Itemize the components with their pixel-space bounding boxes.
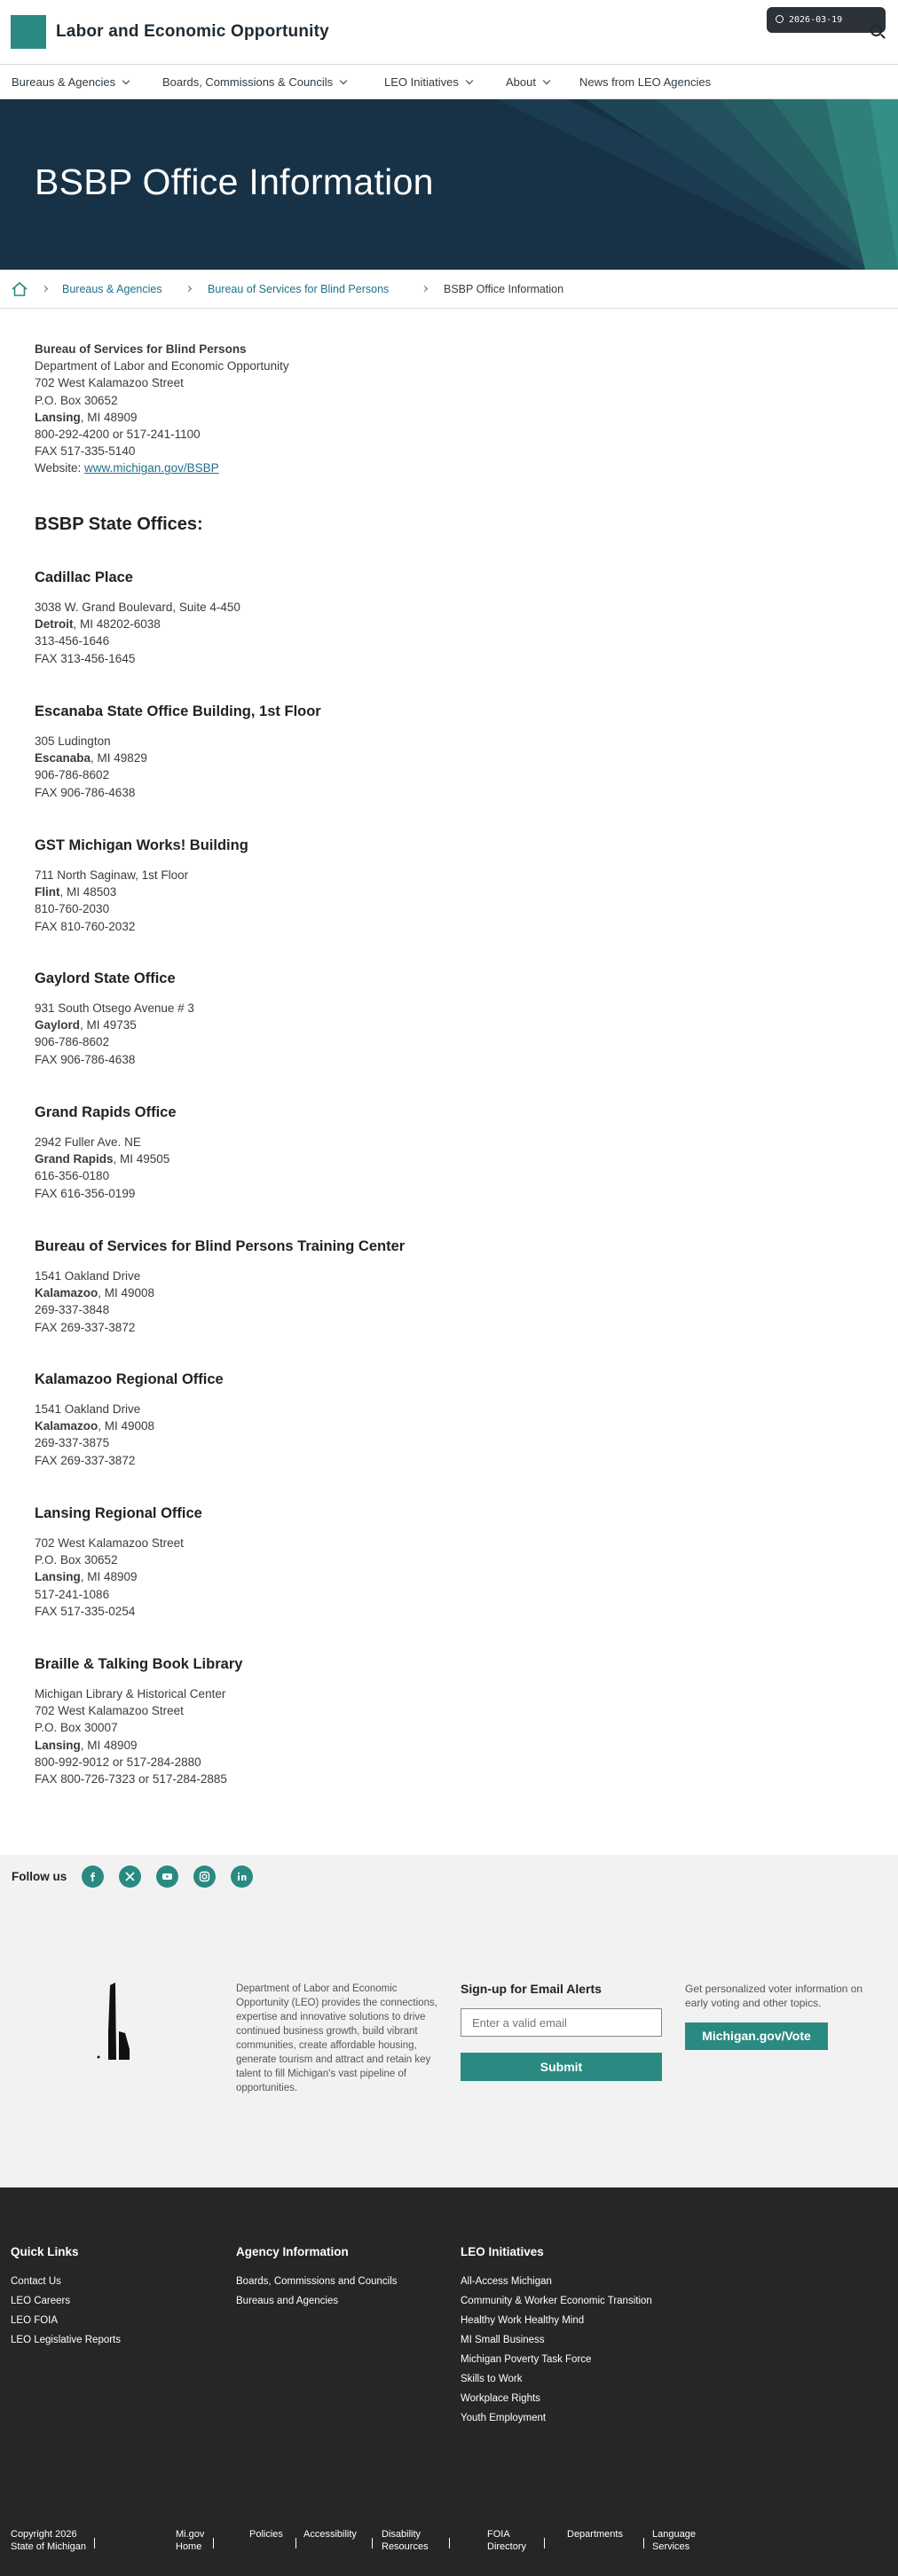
divider [643,2538,644,2549]
divider [544,2538,545,2549]
footer-link[interactable]: Youth Employment [461,2413,547,2423]
bureau-contact [35,341,656,477]
site-header [0,0,898,64]
phone: 906-786-8602 [35,1035,110,1049]
breadcrumb-bureaus[interactable]: Bureaus & Agencies [62,283,162,295]
fax: FAX 517-335-5140 [35,444,136,459]
footer-info-band [0,1900,898,2187]
chevron-down-icon [122,77,130,84]
footer-bottom-link[interactable]: Departments [567,2529,623,2540]
city: Lansing [35,1570,81,1584]
email-alerts-title: Sign-up for Email Alerts [461,1982,602,1996]
state-zip: , MI 49505 [113,1152,170,1166]
office-name: Kalamazoo Regional Office [35,1371,224,1387]
city: Kalamazoo [35,1419,98,1433]
nav-bureaus-agencies[interactable] [12,75,129,89]
clock-icon [776,15,784,23]
footer-bottom-link[interactable]: Mi.gov Home [176,2529,205,2552]
site-title[interactable]: Labor and Economic Opportunity [56,22,329,41]
pobox: P.O. Box 30007 [35,1721,118,1735]
footer-bottom-link[interactable]: Policies [249,2529,283,2540]
footer-link[interactable]: Healthy Work Healthy Mind [461,2315,585,2326]
leo-description: Department of Labor and Economic Opportunity (LEO) provides the connections, expertise and innovative solutions to drive continued business growth, build vibrant communities, create affordable housing, generate tourism and attract and retain key talent to fill Michigan's vast pipeline of opportunities. [236,1983,437,2093]
divider [372,2538,373,2549]
footer-link[interactable]: Bureaus and Agencies [236,2296,339,2306]
office-name: Escanaba State Office Building, 1st Floor [35,703,321,719]
site-footer [0,2187,898,2576]
state-zip: , MI 48909 [80,1738,138,1752]
follow-label: Follow us [12,1870,67,1883]
fax: FAX 906-786-4638 [35,785,136,799]
dept-name: Department of Labor and Economic Opportunity [35,359,289,373]
footer-link[interactable]: All-Access Michigan [461,2276,552,2287]
city: Detroit [35,617,74,632]
phone: 269-337-3875 [35,1436,110,1450]
chevron-right-icon [185,286,192,292]
fax: FAX 269-337-3872 [35,1320,136,1334]
breadcrumb-current: BSBP Office Information [444,283,564,295]
copyright: Copyright 2026 State of Michigan [11,2529,86,2552]
michigan-logo [92,1978,149,2063]
x-icon[interactable] [119,1865,141,1888]
state-zip: , MI 48202-6038 [73,617,161,632]
breadcrumb-bsbp[interactable]: Bureau of Services for Blind Persons [208,283,390,295]
nav-label: LEO Initiatives [384,75,459,89]
bureau-name: Bureau of Services for Blind Persons [35,342,247,356]
pobox: P.O. Box 30652 [35,1553,118,1567]
phone: 517-241-1086 [35,1587,110,1601]
street: 711 North Saginaw, 1st Floor [35,868,189,882]
street: 305 Ludington [35,734,111,748]
office-name: Braille & Talking Book Library [35,1656,243,1672]
office-card [35,1104,656,1202]
nav-label: Bureaus & Agencies [12,75,116,89]
youtube-icon[interactable] [156,1865,178,1888]
state-zip: , MI 49829 [91,751,147,766]
section-title: BSBP State Offices: [35,514,203,534]
website-link[interactable]: www.michigan.gov/BSBP [84,461,219,475]
footer-link[interactable]: LEO Careers [11,2296,71,2306]
state-zip: , MI 49735 [80,1018,137,1033]
divider [213,2538,214,2549]
state-zip: , MI 49008 [98,1419,155,1433]
city: Escanaba [35,751,91,766]
city: Lansing [35,410,81,424]
footer-link[interactable]: Workplace Rights [461,2393,540,2404]
footer-link[interactable]: Michigan Poverty Task Force [461,2354,592,2365]
phone: 810-760-2030 [35,902,110,916]
clock-time: 2026-03-19 10:28:47 [776,15,843,51]
office-card [35,1656,656,1787]
nav-label: About [506,75,536,89]
office-card [35,1371,656,1469]
vote-button[interactable]: Michigan.gov/Vote [685,2022,828,2050]
fax: FAX 616-356-0199 [35,1186,136,1200]
footer-bottom-link[interactable]: Disability Resources [382,2529,429,2552]
office-card [35,703,656,801]
nav-leo-initiatives[interactable] [384,75,472,89]
fax: FAX 906-786-4638 [35,1052,136,1066]
phone: 800-292-4200 or 517-241-1100 [35,428,201,442]
follow-bar [0,1855,898,1900]
linkedin-icon[interactable] [231,1865,253,1888]
footer-link[interactable]: LEO Legislative Reports [11,2335,122,2345]
footer-link[interactable]: Boards, Commissions and Councils [236,2276,398,2287]
footer-link[interactable]: Community & Worker Economic Transition [461,2296,652,2306]
facebook-icon[interactable] [82,1865,104,1888]
office-name: Cadillac Place [35,569,133,585]
home-icon[interactable] [11,280,28,298]
street: 702 West Kalamazoo Street [35,376,184,390]
state-zip: , MI 49008 [98,1286,155,1300]
initiatives-title: LEO Initiatives [461,2245,544,2258]
street: 3038 W. Grand Boulevard, Suite 4-450 [35,601,240,614]
page-title: BSBP Office Information [35,161,434,202]
nav-boards-commissions[interactable] [162,75,346,89]
pobox: P.O. Box 30652 [35,393,118,407]
agency-info-title: Agency Information [236,2245,349,2258]
breadcrumb [0,270,898,309]
footer-bottom-link[interactable]: FOIA Directory [487,2529,527,2552]
phone: 616-356-0180 [35,1169,110,1183]
chevron-down-icon [543,77,550,84]
quick-links-title: Quick Links [11,2245,79,2258]
phone: 800-992-9012 or 517-284-2880 [35,1755,201,1769]
divider [295,2538,296,2549]
chevron-right-icon [42,286,48,292]
city: Grand Rapids [35,1152,114,1166]
leo-initiatives [461,2245,656,2431]
fax: FAX 313-456-1645 [35,651,136,665]
office-name: GST Michigan Works! Building [35,837,248,853]
voter-info-text: Get personalized voter information on early voting and other topics. [685,1983,863,2009]
main-nav [0,64,898,99]
submit-button[interactable]: Submit [461,2053,662,2081]
instagram-icon[interactable] [193,1865,216,1888]
phone: 906-786-8602 [35,768,110,782]
office-name: Lansing Regional Office [35,1505,202,1521]
street: 1541 Oakland Drive [35,1269,141,1283]
search-icon[interactable] [870,25,882,36]
phone: 313-456-1646 [35,634,110,648]
website-label: Website: [35,461,85,475]
agency-info [236,2245,449,2314]
office-name: Gaylord State Office [35,970,176,986]
nav-news[interactable] [579,75,711,89]
footer-link[interactable]: Skills to Work [461,2374,523,2384]
footer-link[interactable]: Contact Us [11,2276,61,2287]
street: 702 West Kalamazoo Street [35,1536,184,1550]
city: Flint [35,885,60,899]
divider [94,2538,95,2549]
city: Kalamazoo [35,1286,98,1300]
street: 2942 Fuller Ave. NE [35,1135,141,1149]
street: 931 South Otsego Avenue # 3 [35,1001,194,1015]
footer-bottom-link[interactable]: Accessibility [303,2529,357,2540]
site-logo[interactable] [11,15,46,49]
building: Michigan Library & Historical Center [35,1687,226,1700]
phone: 269-337-3848 [35,1303,110,1317]
chevron-down-icon [466,77,473,84]
office-card [35,837,656,935]
chevron-right-icon [421,286,428,292]
state-zip: , MI 48909 [80,410,138,424]
street: 1541 Oakland Drive [35,1402,141,1416]
nav-about[interactable] [506,75,549,89]
office-card [35,569,656,667]
office-card [35,1505,656,1620]
state-zip: , MI 48503 [59,885,117,899]
city: Gaylord [35,1018,81,1033]
office-card [35,1238,656,1336]
fax: FAX 517-335-0254 [35,1604,136,1618]
office-card [35,970,656,1068]
quick-links [11,2245,224,2353]
office-name: Grand Rapids Office [35,1104,177,1120]
divider [449,2538,450,2549]
nav-label: Boards, Commissions & Councils [162,75,334,89]
fax: FAX 810-760-2032 [35,919,136,933]
street: 702 West Kalamazoo Street [35,1704,184,1718]
fax: FAX 269-337-3872 [35,1453,136,1467]
state-zip: , MI 48909 [80,1570,138,1584]
footer-link[interactable]: MI Small Business [461,2335,545,2345]
chevron-down-icon [340,77,347,84]
footer-link[interactable]: LEO FOIA [11,2315,59,2326]
hero-banner [0,99,898,270]
clock-badge [767,7,886,51]
fax: FAX 800-726-7323 or 517-284-2885 [35,1772,227,1787]
email-input[interactable] [461,2008,662,2037]
office-name: Bureau of Services for Blind Persons Training Center [35,1238,406,1254]
nav-label: News from LEO Agencies [579,75,712,89]
footer-bottom-link[interactable]: Language Services [652,2529,696,2552]
city: Lansing [35,1738,81,1752]
